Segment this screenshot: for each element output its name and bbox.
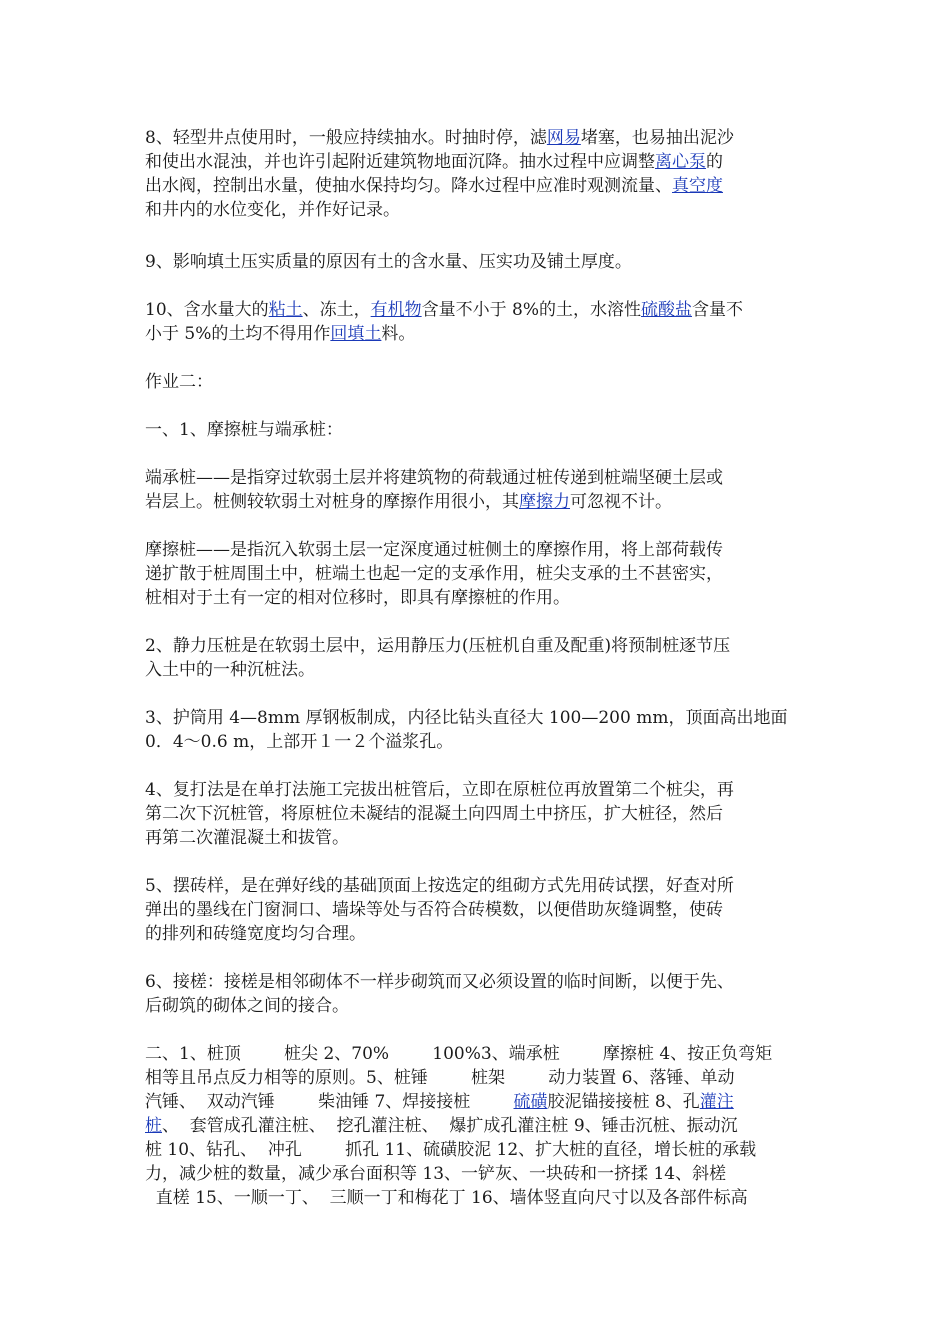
text-line <box>145 706 815 730</box>
text-line <box>145 826 815 850</box>
text-line <box>145 874 815 898</box>
text-line <box>145 538 815 562</box>
text-segment: 小于 5%的土均不得用作 <box>145 324 331 344</box>
text-segment: 2、静力压桩是在软弱土层中，运用静压力(压桩机自重及配重)将预制桩逐节压 <box>145 636 731 656</box>
para-10 <box>145 298 815 346</box>
text-segment: 一、1、摩擦桩与端承桩： <box>145 420 343 440</box>
text-line <box>145 898 815 922</box>
text-segment: 胶泥锚接接桩 8、孔 <box>547 1092 700 1112</box>
text-segment: 4、复打法是在单打法施工完拔出桩管后，立即在原桩位再放置第二个桩尖，再 <box>145 780 734 800</box>
keyword-link[interactable]: 粘土 <box>268 300 303 320</box>
text-segment: 堵塞，也易抽出泥沙 <box>580 128 734 148</box>
text-line <box>145 322 815 346</box>
text-segment: 8、轻型井点使用时，一般应持续抽水。时抽时停，滤 <box>145 128 547 148</box>
text-segment: 直槎 15、一顺一丁、 三顺一丁和梅花丁 16、墙体竖直向尺寸以及各部件标高 <box>145 1188 748 1208</box>
text-segment: 含量不 <box>692 300 744 320</box>
text-segment: 0．4～0.6 m，上部开１一２个溢浆孔。 <box>145 732 454 752</box>
text-line <box>145 418 815 442</box>
para-5 <box>145 874 815 946</box>
text-segment: 9、影响填土压实质量的原因有土的含水量、压实功及铺土厚度。 <box>145 252 632 272</box>
keyword-link[interactable]: 离心泵 <box>655 152 706 172</box>
text-segment: 料。 <box>381 324 416 344</box>
para-answers-2 <box>145 1042 815 1210</box>
text-line <box>145 1162 815 1186</box>
text-segment: 二、1、桩顶 桩尖 2、70% 100%3、端承桩 摩擦桩 4、按正负弯矩 <box>145 1044 773 1064</box>
text-line <box>145 250 815 274</box>
text-line <box>145 126 815 150</box>
text-segment: 再第二次灌混凝土和拔管。 <box>145 828 349 848</box>
text-line <box>145 970 815 994</box>
text-line <box>145 730 815 754</box>
text-segment: 入土中的一种沉桩法。 <box>145 660 315 680</box>
text-line <box>145 634 815 658</box>
text-segment: 6、接槎：接槎是相邻砌体不一样步砌筑而又必须设置的临时间断，以便于先、 <box>145 972 734 992</box>
text-segment: 相等且吊点反力相等的原则。5、桩锤 桩架 动力装置 6、落锤、单动 <box>145 1068 735 1088</box>
text-line <box>145 586 815 610</box>
para-friction-pile <box>145 538 815 610</box>
text-line <box>145 466 815 490</box>
keyword-link[interactable]: 桩 <box>145 1116 162 1136</box>
text-segment: 、 套管成孔灌注桩、 挖孔灌注桩、 爆扩成孔灌注桩 9、锤击沉桩、振动沉 <box>162 1116 738 1136</box>
text-line <box>145 922 815 946</box>
text-line <box>145 658 815 682</box>
heading-homework-2 <box>145 370 815 394</box>
text-segment: 摩擦桩——是指沉入软弱土层一定深度通过桩侧土的摩擦作用，将上部荷载传 <box>145 540 723 560</box>
text-line <box>145 1042 815 1066</box>
text-segment: 后砌筑的砌体之间的接合。 <box>145 996 349 1016</box>
para-4 <box>145 778 815 850</box>
keyword-link[interactable]: 有机物 <box>370 300 422 320</box>
text-segment: 第二次下沉桩管，将原桩位未凝结的混凝土向四周土中挤压，扩大桩径，然后 <box>145 804 723 824</box>
text-segment: 作业二： <box>145 372 213 392</box>
heading-friction-end-pile <box>145 418 815 442</box>
text-segment: 和使出水混浊，并也许引起附近建筑物地面沉降。抽水过程中应调整 <box>145 152 655 172</box>
text-segment: 弹出的墨线在门窗洞口、墙垛等处与否符合砖模数，以便借助灰缝调整，使砖 <box>145 900 723 920</box>
text-line <box>145 802 815 826</box>
keyword-link[interactable]: 灌注 <box>699 1092 734 1112</box>
keyword-link[interactable]: 硫磺 <box>513 1092 548 1112</box>
text-segment: 3、护筒用 4—8mm 厚钢板制成，内径比钻头直径大 100—200 mm，顶面高出地面 <box>145 708 788 728</box>
text-segment: 5、摆砖样，是在弹好线的基础顶面上按选定的组砌方式先用砖试摆，好查对所 <box>145 876 734 896</box>
text-line <box>145 562 815 586</box>
text-line <box>145 1138 815 1162</box>
keyword-link[interactable]: 摩擦力 <box>519 492 570 512</box>
text-line <box>145 1066 815 1090</box>
para-2 <box>145 634 815 682</box>
keyword-link[interactable]: 硫酸盐 <box>641 300 693 320</box>
para-3 <box>145 706 815 754</box>
keyword-link[interactable]: 网易 <box>546 128 581 148</box>
text-line <box>145 150 815 174</box>
text-segment: 桩相对于土有一定的相对位移时，即具有摩擦桩的作用。 <box>145 588 570 608</box>
text-line <box>145 174 815 198</box>
text-segment: 的排列和砖缝宽度均匀合理。 <box>145 924 366 944</box>
text-line <box>145 994 815 1018</box>
text-segment: 岩层上。桩侧较软弱土对桩身的摩擦作用很小，其 <box>145 492 519 512</box>
text-segment: 桩 10、钻孔、 冲孔 抓孔 11、硫磺胶泥 12、扩大桩的直径，增长桩的承载 <box>145 1140 757 1160</box>
text-line <box>145 198 815 222</box>
text-line <box>145 1090 815 1114</box>
text-segment: 端承桩——是指穿过软弱土层并将建筑物的荷载通过桩传递到桩端坚硬土层或 <box>145 468 723 488</box>
text-segment: 10、含水量大的 <box>145 300 269 320</box>
text-segment: 力，减少桩的数量，减少承台面积等 13、一铲灰、一块砖和一挤揉 14、斜槎 <box>145 1164 727 1184</box>
keyword-link[interactable]: 回填土 <box>330 324 382 344</box>
para-9 <box>145 250 815 274</box>
text-segment: 和井内的水位变化，并作好记录。 <box>145 200 400 220</box>
text-line <box>145 1114 815 1138</box>
keyword-link[interactable]: 真空度 <box>672 176 723 196</box>
para-6 <box>145 970 815 1018</box>
para-end-bearing-pile <box>145 466 815 514</box>
text-segment: 递扩散于桩周围土中，桩端土也起一定的支承作用，桩尖支承的土不甚密实， <box>145 564 723 584</box>
para-8 <box>145 126 815 222</box>
text-line <box>145 490 815 514</box>
text-line <box>145 298 815 322</box>
text-segment: 的 <box>706 152 723 172</box>
text-line <box>145 1186 815 1210</box>
text-segment: 出水阀，控制出水量，使抽水保持均匀。降水过程中应准时观测流量、 <box>145 176 672 196</box>
text-line <box>145 778 815 802</box>
text-segment: 可忽视不计。 <box>570 492 672 512</box>
text-segment: 汽锤、 双动汽锤 柴油锤 7、焊接接桩 <box>145 1092 514 1112</box>
text-segment: 、冻土， <box>302 300 371 320</box>
text-segment: 含量不小于 8%的土，水溶性 <box>421 300 642 320</box>
text-line <box>145 370 815 394</box>
